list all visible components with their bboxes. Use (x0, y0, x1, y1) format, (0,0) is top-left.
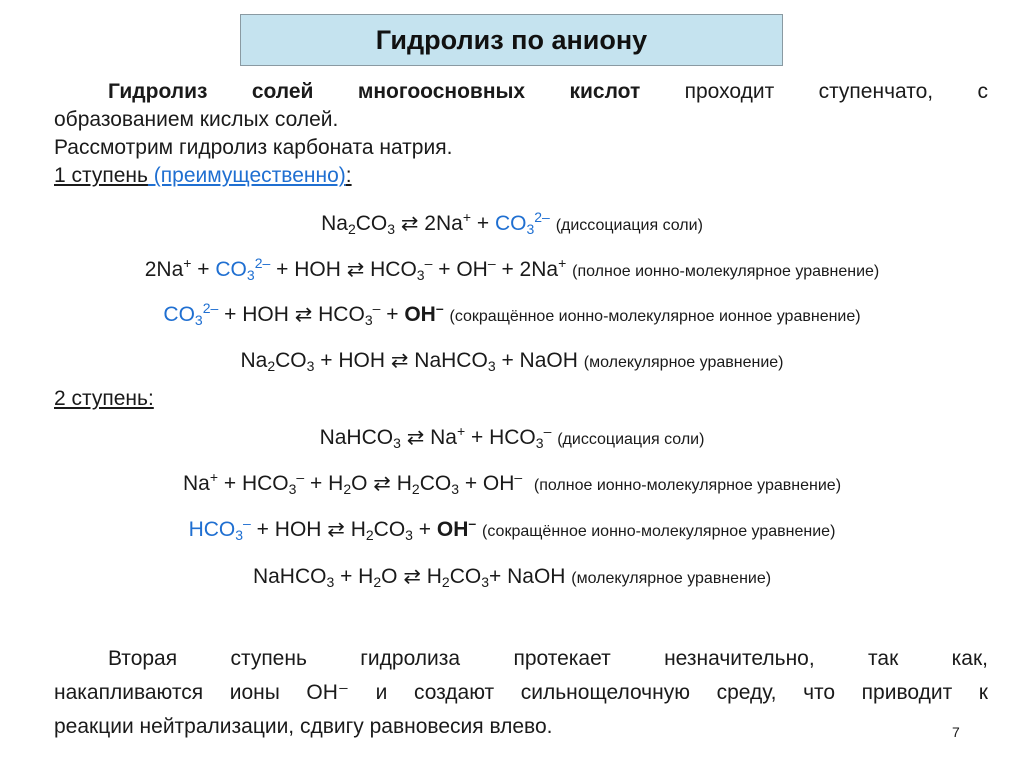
step-2-heading: 2 ступень: (54, 387, 154, 410)
note-molecular-1: (молекулярное уравнение) (583, 354, 784, 371)
intro-rest: проходит ступенчато, с (640, 80, 988, 103)
equation-2-3: $HCO_3^-$ + HOH ⇄ $H_2CO_3 + OH^-$ (сокращённое ионно-молекулярное уравнение) (188, 515, 836, 543)
equation-2-2: $Na^+ + HCO_3^- + H_2O$ ⇄ $H_2CO_3 + OH^-$ (полное ионно-молекулярное уравнение) (182, 469, 842, 497)
title-box (240, 14, 783, 66)
equation-1-1: $Na_2CO_3$ ⇄ $2Na^+ + CO_3^{2-}$ (диссоциация соли) (321, 209, 703, 237)
slide-title: Гидролиз по аниону (375, 24, 648, 55)
conclusion-line-3: реакции нейтрализации, сдвигу равновесия влево. (54, 715, 553, 738)
intro-bold: Гидролиз солей многоосновных кислот (108, 80, 641, 103)
note-short-2: (сокращённое ионно-молекулярное уравнение) (482, 523, 836, 540)
conclusion-line-1: Вторая ступень гидролиза протекает незначительно, так как, (108, 647, 988, 670)
step-1-heading (54, 162, 352, 190)
step-1-hint: (преимущественно) (147, 164, 346, 187)
intro-paragraph (54, 78, 988, 162)
intro-line-3: Рассмотрим гидролиз карбоната натрия. (54, 136, 453, 159)
note-short-1: (сокращённое ионно-молекулярное ионное уравнение) (449, 308, 861, 325)
note-dissociation-1: (диссоциация соли) (555, 217, 703, 234)
step-1-colon: : (345, 164, 352, 187)
note-full-1: (полное ионно-молекулярное уравнение) (572, 263, 880, 280)
equation-1-2: $2Na^+ + CO_3^{2-}$ + HOH ⇄ $HCO_3^- + OH^- + 2Na^+$ (полное ионно-молекулярное уравнение) (144, 255, 880, 283)
equation-2-1: NaHCO$_3$ ⇄ $Na^+ + HCO_3^-$ (диссоциация соли) (319, 423, 705, 451)
intro-line-2: образованием кислых солей. (54, 108, 339, 131)
equation-1-4: $Na_2CO_3$ + HOH ⇄ NaHCO$_3$ + NaOH (молекулярное уравнение) (240, 349, 784, 374)
note-full-2: (полное ионно-молекулярное уравнение) (533, 477, 842, 494)
equation-1-3: $CO_3^{2-}$ + HOH ⇄ $HCO_3^- + OH^-$ (сокращённое ионно-молекулярное ионное уравнение) (163, 300, 861, 328)
intro-line-1 (54, 78, 988, 106)
note-molecular-2: (молекулярное уравнение) (571, 570, 772, 587)
note-dissociation-2: (диссоциация соли) (557, 431, 705, 448)
conclusion-line-2: накапливаются ионы ОН⁻ и создают сильнощелочную среду, что приводит к (54, 681, 988, 704)
step-1-label: 1 ступень (54, 164, 148, 187)
equation-2-4: NaHCO$_3$ + $H_2O$ ⇄ $H_2CO_3+$ NaOH (молекулярное уравнение) (252, 565, 772, 590)
conclusion-paragraph (54, 642, 988, 744)
page-number: 7 (952, 724, 960, 740)
